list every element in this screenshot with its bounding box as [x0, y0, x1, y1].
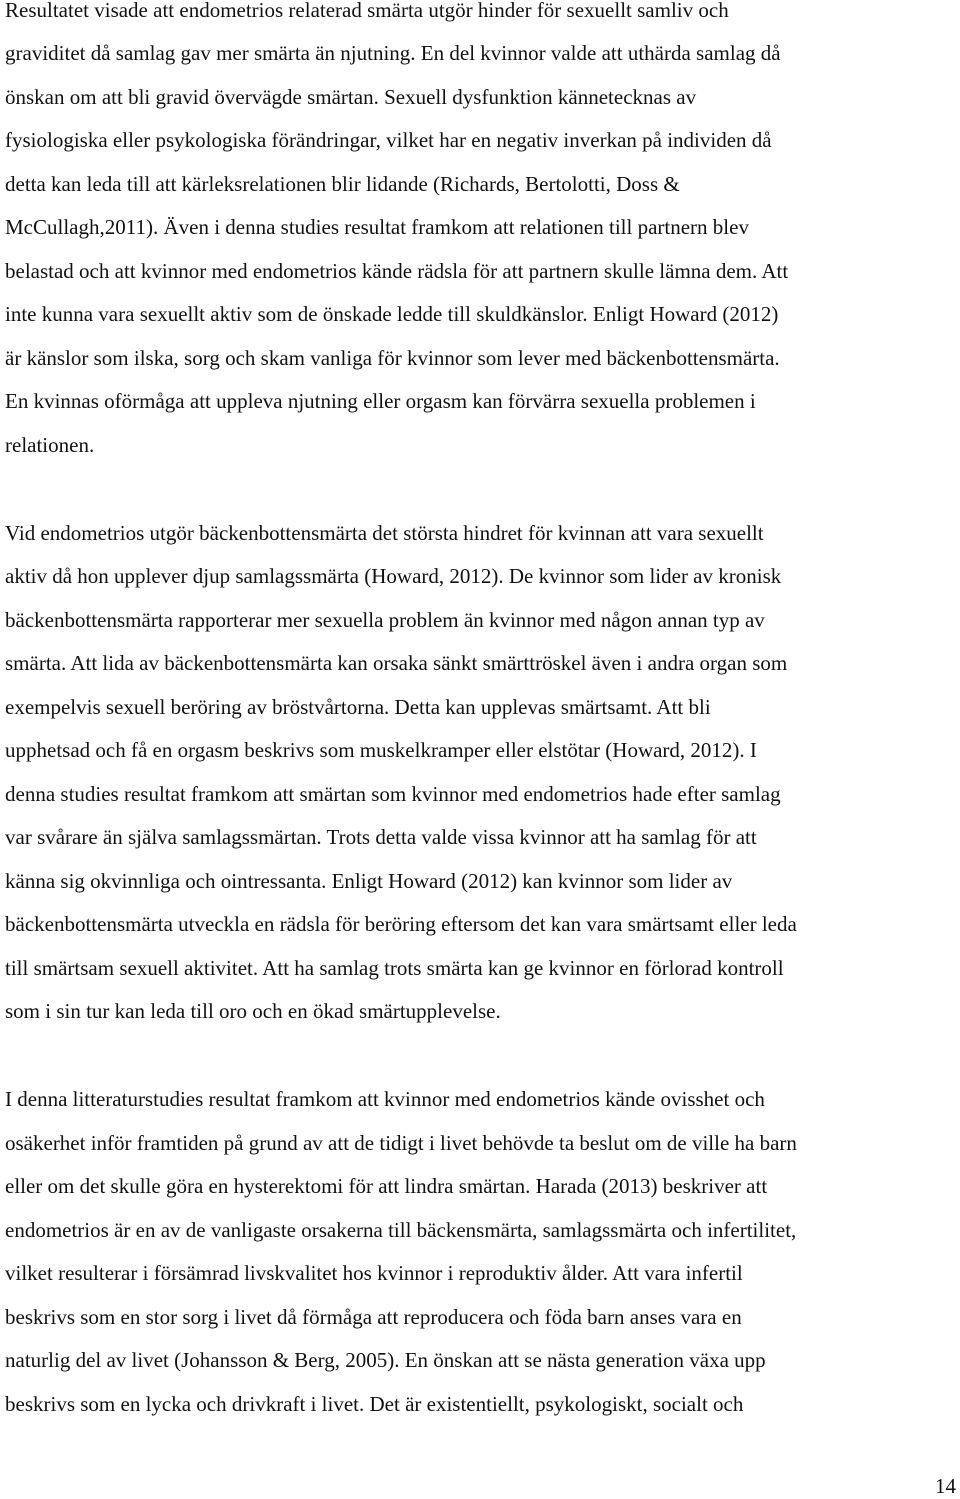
- text-line: relationen.: [5, 433, 95, 457]
- page-number: 14: [935, 1474, 956, 1498]
- text-line: bäckenbottensmärta utveckla en rädsla för beröring eftersom det kan vara smärtsamt eller leda: [5, 912, 797, 936]
- text-line: aktiv då hon upplever djup samlagssmärta (Howard, 2012). De kvinnor som lider av kronisk: [5, 564, 782, 588]
- text-line: fysiologiska eller psykologiska förändringar, vilket har en negativ inverkan på individen då: [5, 128, 772, 152]
- text-line: detta kan leda till att kärleksrelationen blir lidande (Richards, Bertolotti, Doss &: [5, 172, 680, 196]
- text-line: Resultatet visade att endometrios relaterad smärta utgör hinder för sexuellt samliv och: [5, 0, 729, 22]
- text-line: till smärtsam sexuell aktivitet. Att ha samlag trots smärta kan ge kvinnor en förlorad kontroll: [5, 956, 784, 980]
- text-line: naturlig del av livet (Johansson & Berg, 2005). En önskan att se nästa generation växa upp: [5, 1348, 766, 1372]
- text-line: bäckenbottensmärta rapporterar mer sexuella problem än kvinnor med någon annan typ av: [5, 608, 765, 632]
- text-line: önskan om att bli gravid övervägde smärtan. Sexuell dysfunktion kännetecknas av: [5, 85, 697, 109]
- text-line: känna sig okvinnliga och ointressanta. Enligt Howard (2012) kan kvinnor som lider av: [5, 869, 733, 893]
- text-line: graviditet då samlag gav mer smärta än njutning. En del kvinnor valde att uthärda samlag då: [5, 41, 781, 65]
- text-line: Vid endometrios utgör bäckenbottensmärta det största hindret för kvinnan att vara sexuellt: [5, 521, 764, 545]
- text-line: inte kunna vara sexuellt aktiv som de önskade ledde till skuldkänslor. Enligt Howard (2012): [5, 302, 779, 326]
- text-line: upphetsad och få en orgasm beskrivs som muskelkramper eller elstötar (Howard, 2012). I: [5, 738, 757, 762]
- text-line: McCullagh,2011). Även i denna studies resultat framkom att relationen till partnern blev: [5, 215, 749, 239]
- text-line: vilket resulterar i försämrad livskvalitet hos kvinnor i reproduktiv ålder. Att vara infertil: [5, 1261, 743, 1285]
- text-line: endometrios är en av de vanligaste orsakerna till bäckensmärta, samlagssmärta och infertilitet,: [5, 1218, 797, 1242]
- text-line: smärta. Att lida av bäckenbottensmärta kan orsaka sänkt smärttröskel även i andra organ som: [5, 651, 788, 675]
- text-line: var svårare än själva samlagssmärtan. Trots detta valde vissa kvinnor att ha samlag för att: [5, 825, 757, 849]
- text-line: som i sin tur kan leda till oro och en ökad smärtupplevelse.: [5, 999, 501, 1023]
- text-line: eller om det skulle göra en hysterektomi för att lindra smärtan. Harada (2013) beskriver att: [5, 1174, 768, 1198]
- text-line: osäkerhet inför framtiden på grund av att de tidigt i livet behövde ta beslut om de ville ha barn: [5, 1131, 797, 1155]
- text-line: exempelvis sexuell beröring av bröstvårtorna. Detta kan upplevas smärtsamt. Att bli: [5, 695, 711, 719]
- text-line: är känslor som ilska, sorg och skam vanliga för kvinnor som lever med bäckenbottensmärta.: [5, 346, 780, 370]
- text-line: En kvinnas oförmåga att uppleva njutning eller orgasm kan förvärra sexuella problemen i: [5, 389, 756, 413]
- text-line: beskrivs som en lycka och drivkraft i livet. Det är existentiellt, psykologiskt, socialt och: [5, 1392, 744, 1416]
- text-line: belastad och att kvinnor med endometrios kände rädsla för att partnern skulle lämna dem. Att: [5, 259, 789, 283]
- text-line: I denna litteraturstudies resultat framkom att kvinnor med endometrios kände ovisshet och: [5, 1087, 765, 1111]
- text-line: denna studies resultat framkom att smärtan som kvinnor med endometrios hade efter samlag: [5, 782, 781, 806]
- text-line: beskrivs som en stor sorg i livet då förmåga att reproducera och föda barn anses vara en: [5, 1305, 742, 1329]
